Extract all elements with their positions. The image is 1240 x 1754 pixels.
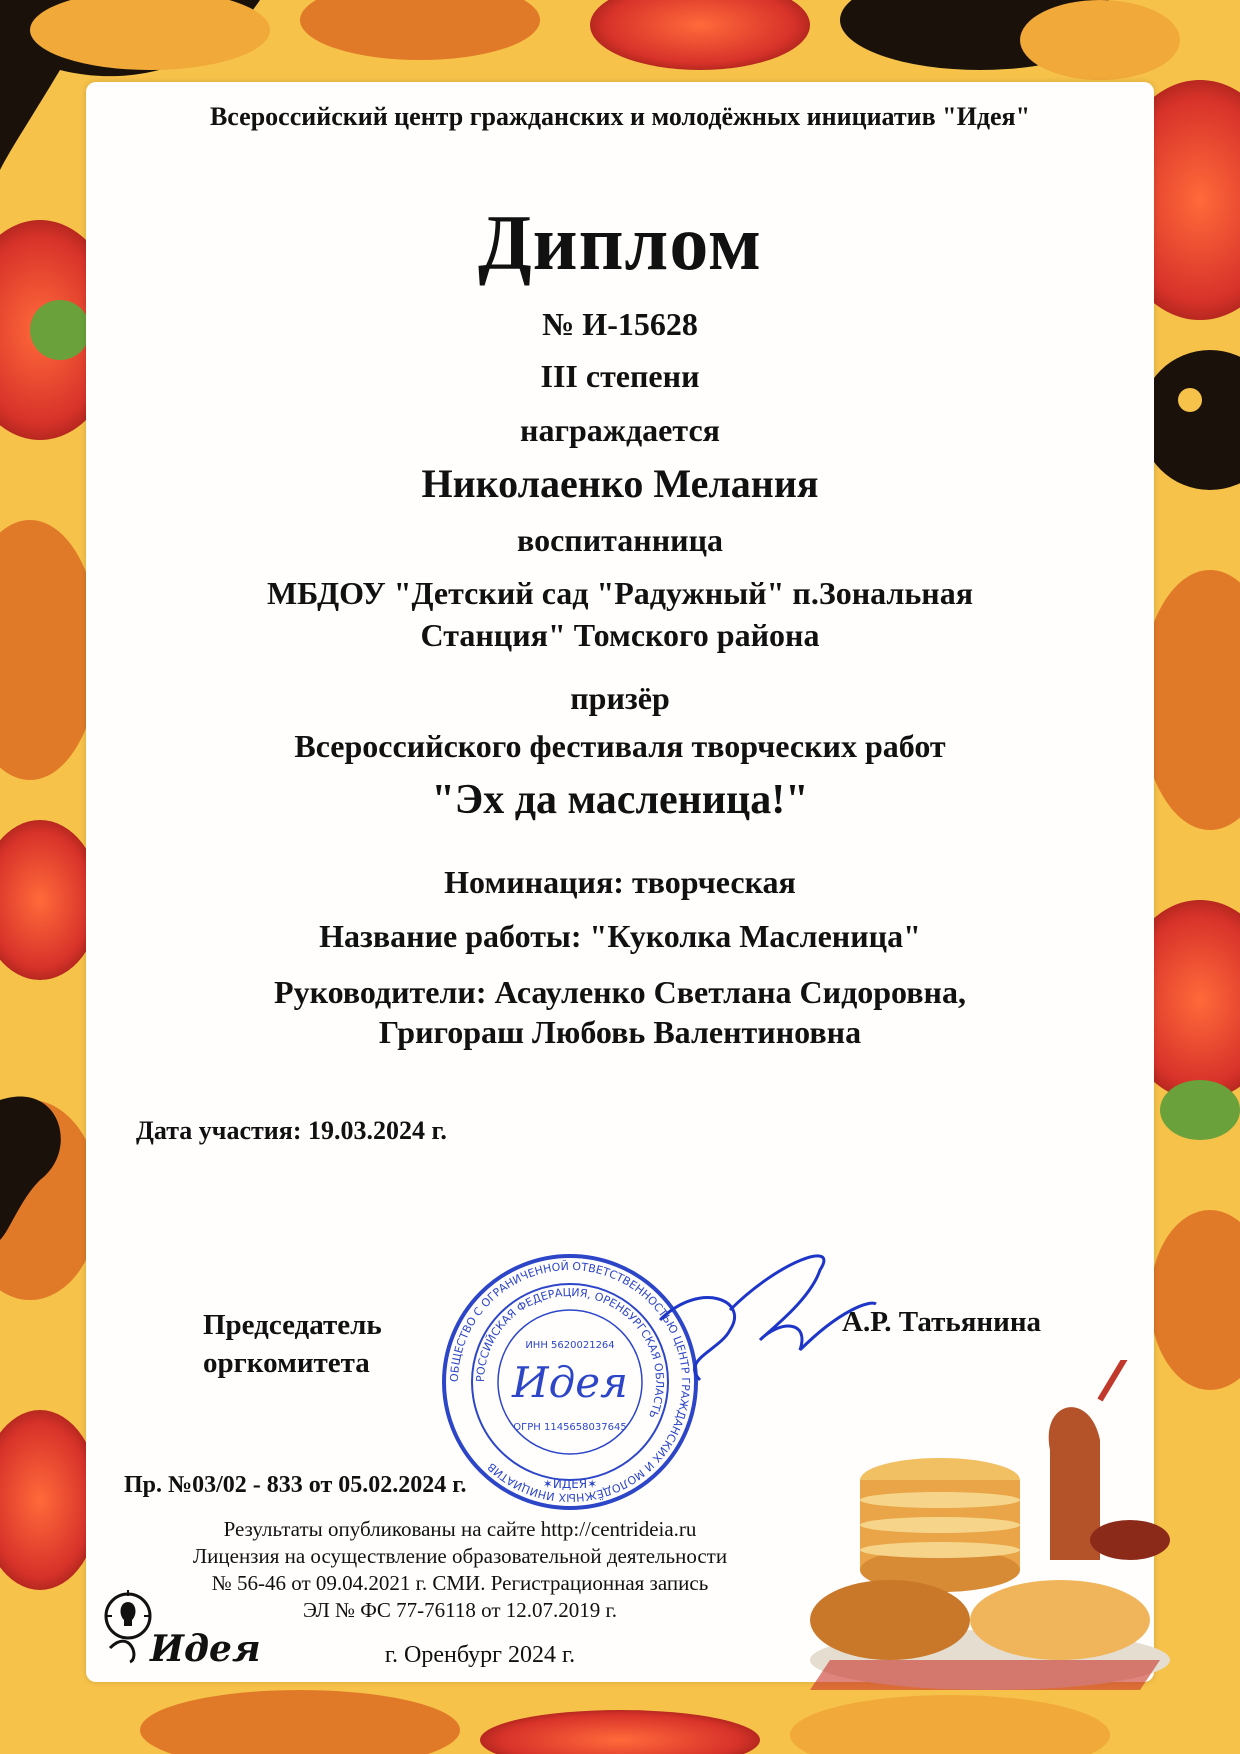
award-status: призёр [570,680,670,716]
nomination: Номинация: творческая [444,864,796,900]
institution-line-1: МБДОУ "Детский сад "Радужный" п.Зональная [266,575,974,611]
signer-name: А.Р. Татьянина [842,1306,1042,1338]
chair-line-2: оргкомитета [203,1347,370,1379]
publication-line-2: Лицензия на осуществление образовательной деятельности [192,1544,728,1568]
idea-logo-text: Идея [150,1628,261,1670]
work-title: Название работы: "Куколка Масленица" [319,918,921,954]
recipient-role: воспитанница [517,522,723,558]
stamp-middle-text: РОССИЙСКАЯ ФЕДЕРАЦИЯ, ОРЕНБУРГСКАЯ ОБЛАСТЬ [473,1285,667,1421]
participation-date: Дата участия: 19.03.2024 г. [136,1116,447,1145]
awarded-label: награждается [520,412,720,448]
publication-line-3: № 56-46 от 09.04.2021 г. СМИ. Регистрационная запись [211,1571,709,1595]
diploma-degree: III степени [540,358,700,394]
festival-label: Всероссийского фестиваля творческих работ [294,728,946,764]
institution [0,572,1240,656]
diploma-title: Диплом [478,199,762,286]
stamp-bottom-text: ✶ИДЕЯ✶ [542,1477,598,1491]
leaders-line-2: Григораш Любовь Валентиновна [378,1014,862,1050]
city-year: г. Оренбург 2024 г. [384,1642,576,1668]
leaders [0,972,1240,1052]
chair-title [203,1306,382,1382]
festival-name: "Эх да масленица!" [431,777,809,823]
pancakes-illustration [800,1360,1180,1690]
publication-line-4: ЭЛ № ФС 77-76118 от 12.07.2019 г. [302,1598,618,1622]
organization-header: Всероссийский центр гражданских и молодёжных инициатив "Идея" [209,102,1031,131]
chair-line-1: Председатель [203,1309,382,1341]
order-number: Пр. №03/02 - 833 от 05.02.2024 г. [124,1472,467,1498]
diploma-number: № И-15628 [542,306,698,342]
institution-line-2: Станция" Томского района [420,617,820,653]
stamp-outer-text: ОБЩЕСТВО С ОГРАНИЧЕННОЙ ОТВЕТСТВЕННОСТЬЮ ЦЕНТР ГРАЖДАНСКИХ И МОЛОДЁЖНЫХ ИНИЦИАТИВ [447,1259,693,1505]
stamp-ogrn: ОГРН 1145658037645 [513,1422,627,1433]
stamp-center-logo: Идея [512,1358,628,1407]
publication-line-1: Результаты опубликованы на сайте http://centrideia.ru [223,1517,697,1541]
leaders-line-1: Руководители: Асауленко Светлана Сидоровна, [274,974,966,1010]
stamp-inn: ИНН 5620021264 [525,1340,615,1351]
recipient-name: Николаенко Мелания [421,461,819,506]
